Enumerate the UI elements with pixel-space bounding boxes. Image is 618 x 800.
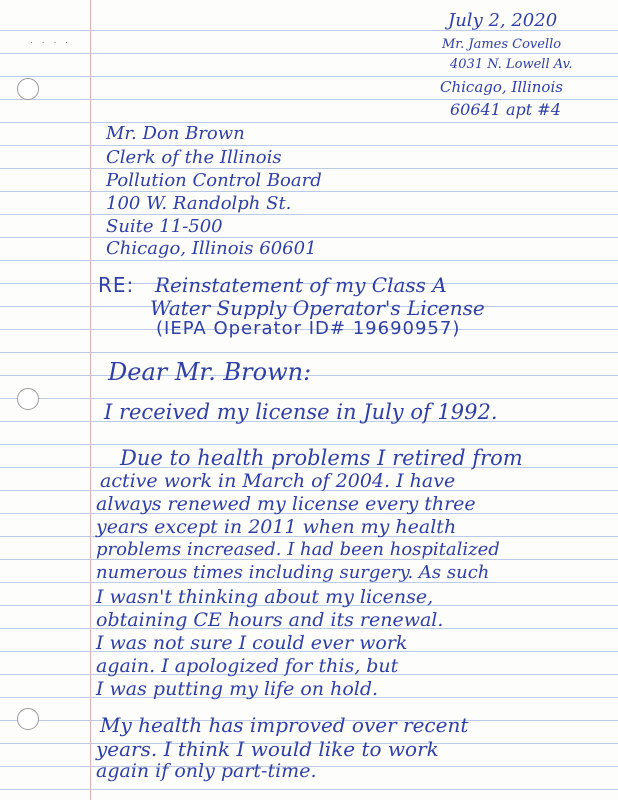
salutation: Dear Mr. Brown: xyxy=(108,358,312,386)
paragraph-2-line-2: active work in March of 2004. I have xyxy=(100,470,456,492)
paragraph-2-line-7: I wasn't thinking about my license, xyxy=(96,586,434,608)
paragraph-2-line-3: always renewed my license every three xyxy=(96,493,476,515)
re-line-2: Water Supply Operator's License xyxy=(150,296,485,320)
paragraph-2-line-6: numerous times including surgery. As such xyxy=(96,562,490,583)
punch-marks: . . . . xyxy=(30,36,72,46)
sender-street: 4031 N. Lowell Av. xyxy=(450,57,573,72)
recipient-street: 100 W. Randolph St. xyxy=(106,193,292,214)
paragraph-2-line-4: years except in 2011 when my health xyxy=(96,516,457,538)
re-line-1: Reinstatement of my Class A xyxy=(155,273,447,297)
paragraph-2-line-9: I was not sure I could ever work xyxy=(96,632,408,654)
sender-name: Mr. James Covello xyxy=(442,37,562,52)
paragraph-3-line-1: My health has improved over recent xyxy=(100,713,469,737)
binder-hole-middle xyxy=(17,388,39,410)
sender-city: Chicago, Illinois xyxy=(440,78,563,96)
binder-hole-top xyxy=(17,78,39,100)
letter-date: July 2, 2020 xyxy=(448,10,558,31)
re-label: RE: xyxy=(98,273,135,297)
paragraph-1: I received my license in July of 1992. xyxy=(104,400,498,424)
paragraph-2-line-11: I was putting my life on hold. xyxy=(96,678,379,700)
paragraph-2-line-1: Due to health problems I retired from xyxy=(120,446,523,470)
sender-zip: 60641 apt #4 xyxy=(450,100,561,119)
recipient-city: Chicago, Illinois 60601 xyxy=(106,238,317,259)
re-line-3: (IEPA Operator ID# 19690957) xyxy=(156,318,461,339)
recipient-title: Clerk of the Illinois xyxy=(106,147,282,168)
recipient-suite: Suite 11-500 xyxy=(106,216,223,237)
paragraph-2-line-10: again. I apologized for this, but xyxy=(96,655,399,677)
margin-line xyxy=(90,0,91,800)
paragraph-2-line-8: obtaining CE hours and its renewal. xyxy=(96,609,444,631)
binder-hole-bottom xyxy=(17,708,39,730)
paragraph-3-line-3: again if only part-time. xyxy=(96,760,317,782)
paragraph-3-line-2: years. I think I would like to work xyxy=(96,737,439,761)
recipient-name: Mr. Don Brown xyxy=(106,123,245,144)
recipient-organization: Pollution Control Board xyxy=(106,170,322,191)
paragraph-2-line-5: problems increased. I had been hospitalized xyxy=(96,539,500,560)
